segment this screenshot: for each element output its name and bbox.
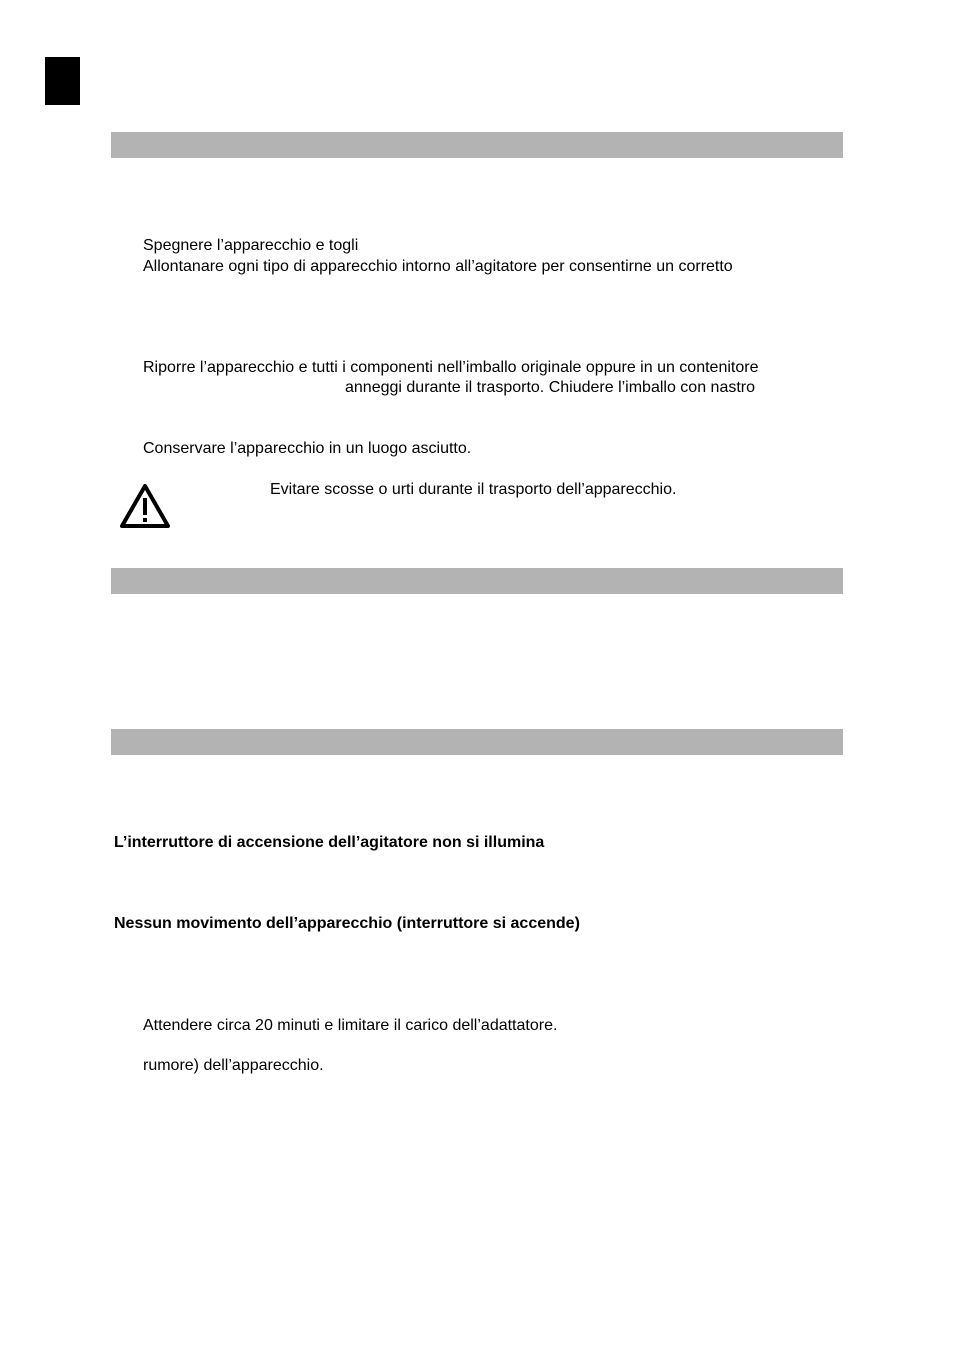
text-line: Spegnere l’apparecchio e togli <box>143 237 359 254</box>
text-line: Conservare l’apparecchio in un luogo asciutto. <box>143 440 472 457</box>
section-header-bar-3 <box>111 729 843 755</box>
text-line: Allontanare ogni tipo di apparecchio intorno all’agitatore per consentirne un corretto <box>143 258 733 275</box>
problem-heading: L’interruttore di accensione dell’agitatore non si illumina <box>114 834 545 851</box>
warning-text: Evitare scosse o urti durante il trasporto dell’apparecchio. <box>270 481 677 498</box>
problem-heading: Nessun movimento dell’apparecchio (interruttore si accende) <box>114 915 580 932</box>
text-line: anneggi durante il trasporto. Chiudere l’imballo con nastro <box>345 379 756 396</box>
page-corner-tab <box>45 57 80 105</box>
text-line: rumore) dell’apparecchio. <box>143 1057 324 1074</box>
section-header-bar-2 <box>111 568 843 594</box>
warning-triangle-icon <box>114 478 176 534</box>
text-line: Attendere circa 20 minuti e limitare il carico dell’adattatore. <box>143 1017 558 1034</box>
section-header-bar-1 <box>111 132 843 158</box>
text-line: Riporre l’apparecchio e tutti i componenti nell’imballo originale oppure in un contenitore <box>143 359 759 376</box>
